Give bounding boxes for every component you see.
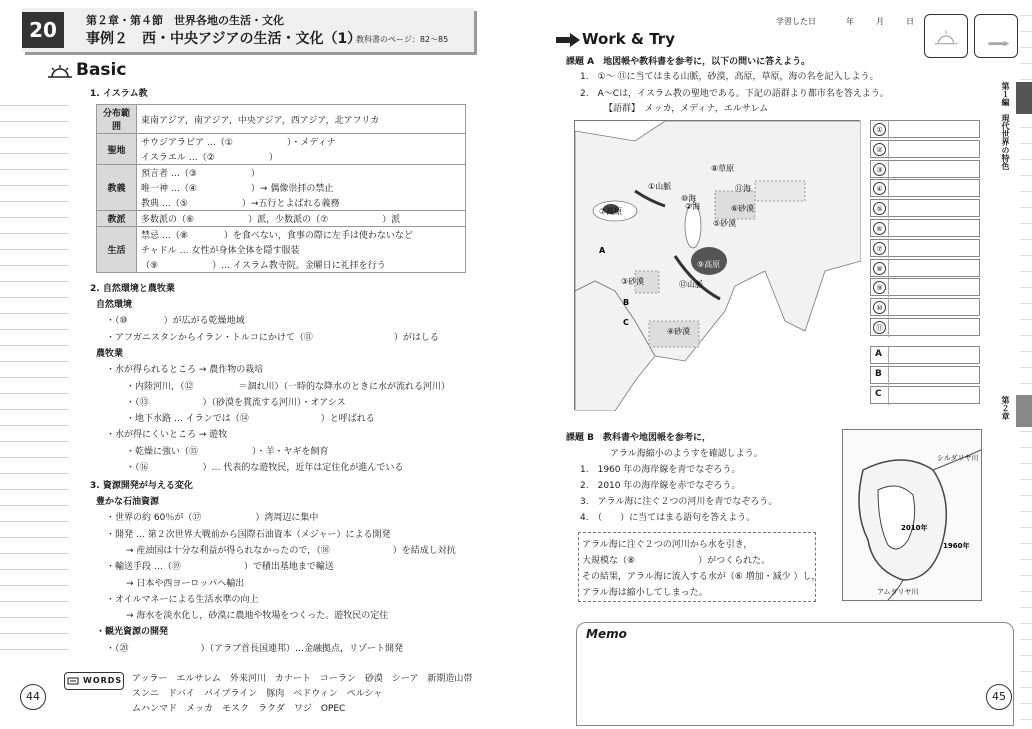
answer-number: ③	[873, 163, 886, 176]
map-drawing	[575, 121, 861, 411]
table-row	[97, 242, 466, 257]
answer-box[interactable]	[870, 179, 980, 197]
content-line: ・水が得にくいところ → 遊牧	[106, 430, 228, 441]
sun-icon	[48, 64, 72, 78]
content-line: 自然環境	[96, 300, 133, 310]
aral-label: 1960年	[943, 542, 970, 550]
map-label: ①山脈	[648, 182, 672, 191]
answer-number: ⑨	[873, 281, 886, 294]
divider	[888, 200, 889, 218]
task-b-3: 3. アラル海に注ぐ２つの河川を青でなぞろう。	[580, 497, 778, 507]
row-header: 分布範囲	[97, 105, 137, 134]
table-row	[97, 195, 466, 211]
section-1-title: 1. イスラム教	[90, 89, 148, 99]
date-label: 学習した日	[776, 17, 816, 26]
table-cell: 多数派の（⑥ ）派，少数派の（⑦ ）派	[137, 211, 466, 227]
content-line: ・（⑳ ）（アラブ首長国連邦）…金融拠点，リゾート開発	[106, 643, 404, 654]
content-line: ・オイルマネーによる生活水準の向上	[106, 594, 259, 605]
row-header: 生活	[97, 227, 137, 273]
task-a-2: 2. A～Cは，イスラム教の聖地である。下記の語群より都市名を答えよう。	[580, 89, 889, 99]
table-cell: 東南アジア，南アジア，中央アジア，西アジア，北アフリカ	[137, 105, 466, 134]
table-cell: 教典 …（⑤ ）→五行とよばれる義務	[137, 195, 466, 211]
map-label: ④砂漠	[667, 327, 691, 336]
table-row	[97, 257, 466, 273]
answer-box[interactable]	[870, 386, 980, 404]
answer-box[interactable]	[870, 366, 980, 384]
aral-drawing	[843, 430, 983, 602]
side-tab-1	[1016, 82, 1032, 114]
aral-label: アムダリヤ川	[877, 588, 919, 596]
table-cell: 預言者 …（③ ）	[137, 165, 466, 181]
answer-letter: A	[875, 349, 882, 359]
answer-letter: C	[875, 389, 882, 399]
table-row	[97, 165, 466, 181]
aral-sea-map	[842, 429, 982, 601]
check-stamp-box[interactable]	[924, 14, 968, 58]
table-row	[97, 180, 466, 195]
lesson-number: 20	[22, 12, 64, 48]
date-year: 年	[846, 17, 854, 26]
row-header: 教派	[97, 211, 137, 227]
answer-number: ⑥	[873, 222, 886, 235]
row-header: 教義	[97, 165, 137, 211]
task-b-title: 課題 B 教科書や地図帳を参考に，	[566, 433, 711, 443]
memo-label: Memo	[586, 627, 627, 641]
divider	[888, 240, 889, 258]
pencil-stamp-icon	[975, 15, 1017, 57]
side-text-1: 第１編 現代世界の特色	[1001, 82, 1010, 170]
table-cell: 禁忌 …（⑧ ）を食べない，食事の際に左手は使わないなど	[137, 227, 466, 243]
content-line: ・水が得られるところ → 農作物の栽培	[106, 365, 264, 376]
content-line: ・開発 … 第２次世界大戦前から国際石油資本（メジャー）による開発	[106, 529, 391, 540]
answer-box[interactable]	[870, 199, 980, 217]
table-cell: サウジアラビア …（① ）・メディナ	[137, 134, 466, 150]
table-cell: 唯一神 …（④ ）→ 偶像崇拝の禁止	[137, 180, 466, 195]
textbook-pages: 教科書のページ：82～85	[356, 35, 449, 44]
content-line: ・（⑬ ）（砂漠を貫流する河川）・オアシス	[126, 397, 346, 408]
row-header: 聖地	[97, 134, 137, 165]
task-b-intro: アラル海縮小のようすを確認しよう。	[610, 449, 763, 459]
words-line: ムハンマド メッカ モスク ラクダ ワジ OPEC	[132, 704, 346, 714]
answer-number: ⑩	[873, 301, 886, 314]
divider	[888, 161, 889, 179]
content-line: ・内陸河川，（⑫ ＝涸れ川）（一時的な降水のときに水が流れる河川）	[126, 381, 451, 392]
aral-label: シルダリヤ川	[937, 454, 979, 462]
table-cell: イスラエル …（② ）	[137, 149, 466, 165]
table-row	[97, 134, 466, 150]
content-line: ・乾燥に強い（⑮ ）・羊・ヤギを飼育	[126, 446, 329, 457]
chapter-title: 第２章・第４節 世界各地の生活・文化	[86, 14, 284, 27]
map-label: ⑥砂漠	[731, 204, 755, 213]
content-line: 豊かな石油資源	[96, 497, 160, 507]
divider	[888, 367, 889, 385]
date-month: 月	[876, 17, 884, 26]
table-row	[97, 105, 466, 134]
map-label: ⑨高原	[697, 260, 721, 269]
arrow-icon	[556, 33, 580, 47]
side-tab-2	[1016, 395, 1032, 427]
content-line: → 産油国は十分な利益が得られなかったので，（⑱ ）を結成し対抗	[126, 545, 456, 556]
divider	[888, 220, 889, 238]
pencil-stamp-box[interactable]	[974, 14, 1018, 58]
map-label: ③砂漠	[621, 277, 645, 286]
table-row	[97, 211, 466, 227]
answer-box[interactable]	[870, 120, 980, 138]
aral-line: 大規模な（⑧ ）がつくられた。	[582, 556, 771, 566]
table-row	[97, 149, 466, 165]
divider	[888, 180, 889, 198]
answer-box[interactable]	[870, 239, 980, 257]
divider	[888, 121, 889, 139]
answer-box[interactable]	[870, 298, 980, 316]
answer-box[interactable]	[870, 278, 980, 296]
lesson-title: 事例２ 西・中央アジアの生活・文化（1）	[86, 31, 362, 47]
divider	[888, 260, 889, 278]
west-asia-map	[574, 120, 860, 410]
ruled-margin	[0, 90, 68, 650]
answer-number: ⑦	[873, 242, 886, 255]
answer-box[interactable]	[870, 259, 980, 277]
divider	[888, 347, 889, 365]
content-line: → 海水を淡水化し，砂漠に農地や牧場をつくった。遊牧民の定住	[126, 611, 389, 622]
work-heading: Work & Try	[582, 30, 675, 48]
answer-number: ②	[873, 143, 886, 156]
basic-heading: Basic	[76, 60, 127, 80]
page-number-left: 44	[20, 684, 46, 710]
memo-box[interactable]	[576, 622, 1014, 726]
section-2-title: 2. 自然環境と農牧業	[90, 284, 175, 294]
task-b-2: 2. 2010 年の海岸線を赤でなぞろう。	[580, 481, 741, 491]
date-day: 日	[906, 17, 914, 26]
answer-number: ④	[873, 182, 886, 195]
map-label: B	[623, 298, 630, 307]
content-line: ・地下水路 … イランでは（⑭ ）と呼ばれる	[126, 414, 375, 425]
answer-letter: B	[875, 369, 882, 379]
task-a-title: 課題 A 地図帳や教科書を参考に，以下の問いに答えよう。	[566, 57, 811, 67]
divider	[888, 141, 889, 159]
divider	[888, 319, 889, 337]
map-label: ②海	[685, 202, 701, 211]
answer-number: ⑧	[873, 262, 886, 275]
divider	[888, 299, 889, 317]
answer-box[interactable]	[870, 219, 980, 237]
map-label: ⑪海	[735, 184, 751, 193]
content-line: → 日本や西ヨーロッパへ輸出	[126, 578, 245, 589]
aral-label: 2010年	[901, 524, 928, 532]
content-line: ・（⑩ ）が広がる乾燥地域	[106, 316, 245, 327]
sun-stamp-icon	[925, 15, 967, 57]
table-cell: （⑨ ）… イスラム教寺院。金曜日に礼拝を行う	[137, 257, 466, 273]
answer-box[interactable]	[870, 318, 980, 336]
islam-table	[96, 104, 466, 273]
content-line: ・（⑯ ）… 代表的な遊牧民，近年は定住化が進んでいる	[126, 463, 404, 473]
answer-number: ①	[873, 123, 886, 136]
map-label: C	[623, 318, 629, 327]
answer-box[interactable]	[870, 160, 980, 178]
task-b-4: 4. （ ）に当てはまる語句を答えよう。	[580, 513, 756, 523]
answer-box[interactable]	[870, 140, 980, 158]
map-label: ⑫山脈	[679, 280, 703, 289]
section-3-title: 3. 資源開発が与える変化	[90, 481, 193, 491]
task-b-1: 1. 1960 年の海岸線を青でなぞろう。	[580, 465, 741, 475]
answer-number: ⑪	[873, 321, 886, 334]
answer-number: ⑤	[873, 202, 886, 215]
table-cell: チャドル … 女性が身体全体を隠す服装	[137, 242, 466, 257]
task-a-words: 【語群】 メッカ，メディナ，エルサレム	[604, 104, 769, 114]
words-line: スンニ ドバイ パイプライン 豚肉 ベドウィン ペルシャ	[132, 689, 383, 699]
map-label: ⑩海	[681, 194, 697, 203]
words-label: WORDS	[64, 672, 124, 690]
answer-box[interactable]	[870, 346, 980, 364]
content-line: ・世界の約 60％が（⑰ ）湾周辺に集中	[106, 513, 319, 524]
words-line: アッラー エルサレム 外来河川 カナート コーラン 砂漠 シーア 新期造山帯	[132, 674, 473, 684]
aral-line: アラル海は縮小してしまった。	[582, 588, 708, 598]
side-text-2: 第２章	[1001, 396, 1010, 420]
map-label: ⑤砂漠	[713, 219, 737, 228]
map-label: ⑧草原	[711, 164, 735, 173]
map-label: A	[599, 246, 606, 255]
content-line: ・アフガニスタンからイラン・トルコにかけて（⑪ ）がはしる	[106, 332, 439, 343]
content-line: 農牧業	[96, 348, 124, 359]
page-number-right: 45	[986, 684, 1012, 710]
content-line: ・輸送手段 …（⑲ ）で積出基地まで輸送	[106, 562, 334, 573]
task-a-1: 1. ①～ ⑪に当てはまる山脈，砂漠，高原，草原，海の名を記入しよう。	[580, 72, 879, 82]
divider	[888, 387, 889, 405]
map-label: ⑦高原	[599, 207, 623, 216]
table-row	[97, 227, 466, 243]
aral-line: アラル海に注ぐ２つの河川から水を引き，	[582, 540, 753, 550]
divider	[888, 279, 889, 297]
aral-line: その結果，アラル海に流入する水が（⑥ 増加・減少 ）し，	[582, 572, 821, 582]
content-line: ・観光資源の開発	[96, 627, 169, 638]
